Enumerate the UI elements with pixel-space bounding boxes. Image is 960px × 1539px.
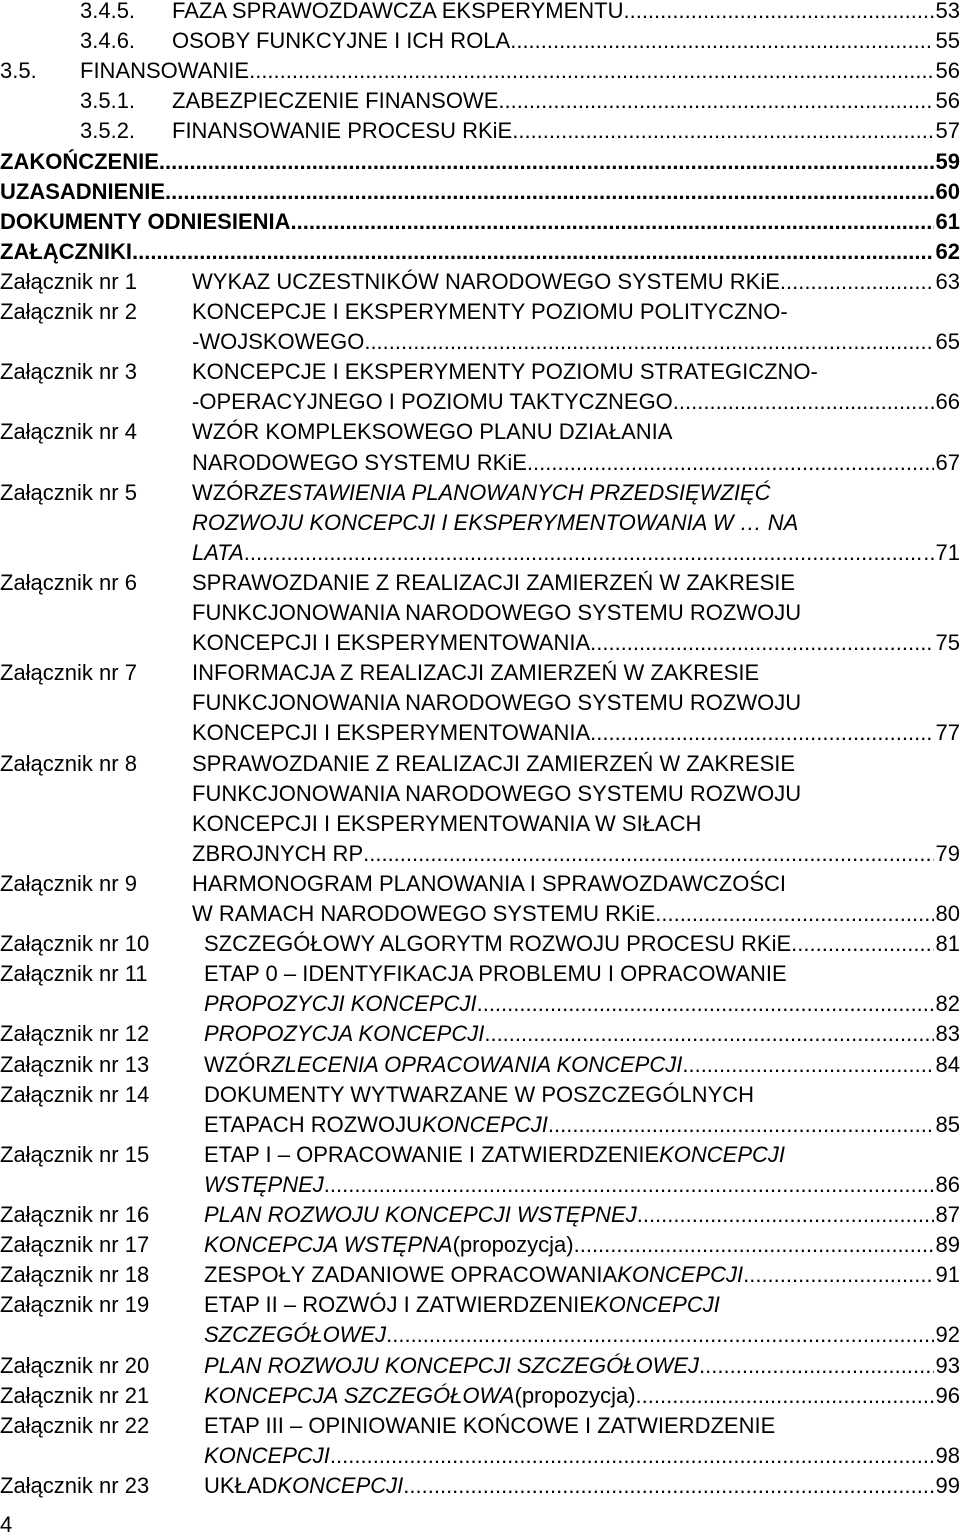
toc-dot-leader	[682, 1050, 933, 1080]
toc-entry-title-text: FUNKCJONOWANIA NARODOWEGO SYSTEMU ROZWOJU	[192, 600, 802, 625]
toc-entry-number: Załącznik nr 22	[0, 1412, 150, 1438]
toc-entry-title	[204, 1050, 960, 1080]
toc-entry-title	[192, 779, 960, 809]
toc-entry-title-text: KONCEPCJI I EKSPERYMENTOWANIA	[192, 720, 591, 746]
toc-entry-title-text: KONCEPCJE I EKSPERYMENTY POZIOMU POLITYCZNO-	[192, 299, 788, 324]
toc-entry-title	[204, 989, 960, 1019]
toc-entry-title-text: PLAN ROZWOJU KONCEPCJI WSTĘPNEJ	[204, 1202, 637, 1227]
toc-entry	[0, 417, 960, 447]
toc-entry-title	[204, 1441, 960, 1471]
toc-entry-title-text: ETAP III – OPINIOWANIE KOŃCOWE I ZATWIERDZENIE	[204, 1412, 776, 1438]
toc-entry	[0, 1110, 960, 1140]
toc-entry	[0, 237, 960, 267]
toc-dot-leader	[512, 116, 933, 146]
toc-dot-leader	[324, 1170, 934, 1200]
toc-entry	[0, 959, 960, 989]
toc-entry-title-text: NARODOWEGO SYSTEMU RKiE	[192, 449, 527, 475]
toc-entry-title	[204, 1110, 960, 1140]
toc-entry	[0, 267, 960, 297]
toc-entry	[0, 899, 960, 929]
toc-entry-title-text: KONCEPCJI I EKSPERYMENTOWANIA	[192, 630, 591, 656]
toc-entry-title-text: KONCEPCJI	[617, 1262, 744, 1288]
toc-entry-title	[192, 688, 960, 718]
toc-entry-title	[204, 1019, 960, 1049]
toc-entry-number: Załącznik nr 11	[0, 961, 148, 987]
toc-dot-leader	[637, 1200, 934, 1230]
toc-entry-title	[192, 628, 960, 658]
toc-dot-leader	[636, 1381, 934, 1411]
toc-entry-title-text: ETAP I – OPRACOWANIE I ZATWIERDZENIE	[204, 1141, 660, 1167]
toc-entry	[0, 508, 960, 538]
toc-entry-number: Załącznik nr 7	[0, 660, 137, 686]
toc-entry-title-text: WSTĘPNEJ	[204, 1171, 324, 1197]
toc-entry-number: Załącznik nr 2	[0, 299, 137, 324]
toc-entry-title-text: DOKUMENTY WYTWARZANE W POSZCZEGÓLNYCH	[204, 1081, 755, 1107]
toc-entry-title	[192, 749, 960, 779]
toc-entry-title	[192, 417, 960, 447]
toc-entry-title-text: LATA	[192, 539, 244, 565]
toc-entry-title	[192, 809, 960, 839]
toc-entry-title-text: ZLECENIA OPRACOWANIA KONCEPCJI	[271, 1051, 683, 1077]
toc-page-number: 65	[935, 329, 960, 355]
toc-dot-leader	[673, 387, 934, 417]
toc-dot-leader	[363, 839, 933, 869]
toc-entry-title-text: DOKUMENTY ODNIESIENIA	[0, 208, 291, 234]
toc-entry-title-text: WZÓR KOMPLEKSOWEGO PLANU DZIAŁANIA	[192, 419, 673, 445]
toc-entry	[0, 1019, 960, 1049]
toc-entry-number: Załącznik nr 17	[0, 1232, 150, 1258]
toc-entry-title-text: ZESTAWIENIA PLANOWANYCH PRZEDSIĘWZIĘĆ	[259, 479, 771, 505]
toc-entry-number: Załącznik nr 21	[0, 1382, 150, 1408]
toc-entry-title-text: SZCZEGÓŁOWY ALGORYTM ROZWOJU PROCESU RKiE	[204, 931, 792, 957]
toc-entry-number: Załącznik nr 14	[0, 1081, 150, 1107]
toc-entry-title-text: ZBROJNYCH RP	[192, 840, 364, 866]
toc-entry-title	[192, 267, 960, 297]
toc-entry	[0, 1320, 960, 1350]
toc-entry-number: Załącznik nr 1	[0, 268, 137, 294]
toc-entry-title	[192, 538, 960, 568]
toc-entry-title-text: KONCEPCJA SZCZEGÓŁOWA	[204, 1382, 515, 1408]
toc-entry-number: Załącznik nr 16	[0, 1202, 150, 1227]
toc-entry-title-text: ROZWOJU KONCEPCJI I EKSPERYMENTOWANIA W … NA	[192, 509, 799, 535]
toc-entry-title	[204, 1381, 960, 1411]
toc-dot-leader	[791, 929, 933, 959]
toc-entry-number: Załącznik nr 8	[0, 750, 137, 776]
toc-entry	[0, 749, 960, 779]
toc-page-number: 83	[935, 1021, 960, 1047]
toc-entry-title	[204, 959, 960, 989]
toc-entry-title	[192, 899, 960, 929]
toc-entry-number: Załącznik nr 19	[0, 1292, 150, 1318]
toc-entry-title	[192, 508, 960, 538]
toc-entry-number: Załącznik nr 3	[0, 359, 137, 385]
toc-entry	[0, 1441, 960, 1471]
toc-entry-title-text: KONCEPCJI	[593, 1292, 720, 1318]
toc-dot-leader	[590, 718, 933, 748]
toc-entry-number: Załącznik nr 6	[0, 569, 137, 595]
toc-entry-title-text: ZESPOŁY ZADANIOWE OPRACOWANIA	[204, 1262, 618, 1288]
toc-dot-leader	[574, 1230, 934, 1260]
toc-dot-leader	[527, 448, 934, 478]
toc-entry-title	[192, 598, 960, 628]
toc-entry-title-text: HARMONOGRAM PLANOWANIA I SPRAWOZDAWCZOŚCI	[192, 870, 787, 896]
toc-entry-title-text: FUNKCJONOWANIA NARODOWEGO SYSTEMU ROZWOJU	[192, 690, 802, 716]
toc-entry-number: 3.4.6.	[80, 28, 136, 54]
toc-entry	[0, 869, 960, 899]
toc-page-number: 67	[935, 449, 960, 475]
toc-entry-title-text: ZAKOŃCZENIE	[0, 148, 159, 174]
toc-dot-leader	[590, 628, 933, 658]
toc-dot-leader	[386, 1320, 933, 1350]
toc-dot-leader	[403, 1471, 933, 1501]
toc-dot-leader	[498, 86, 933, 116]
toc-page-number: 85	[935, 1111, 960, 1137]
toc-entry	[0, 297, 960, 327]
toc-dot-leader	[364, 327, 933, 357]
toc-dot-leader	[743, 1260, 933, 1290]
toc-entry	[0, 1140, 960, 1170]
toc-entry	[0, 327, 960, 357]
toc-entry-number: Załącznik nr 15	[0, 1141, 150, 1167]
toc-page-number: 63	[935, 268, 960, 294]
toc-entry-title	[204, 1260, 960, 1290]
toc-entry-title	[192, 839, 960, 869]
toc-entry-title	[192, 718, 960, 748]
toc-entry-title-text: WYKAZ UCZESTNIKÓW NARODOWEGO SYSTEMU RKiE	[192, 268, 780, 294]
toc-entry-title	[0, 237, 960, 267]
toc-page-number: 99	[935, 1472, 960, 1498]
toc-page-number: 66	[935, 389, 960, 415]
toc-page-number: 61	[935, 208, 960, 234]
toc-entry	[0, 688, 960, 718]
toc-entry	[0, 658, 960, 688]
toc-entry-title-text: ETAPACH ROZWOJU	[204, 1111, 422, 1137]
toc-entry-title	[192, 478, 960, 508]
toc-entry-number: Załącznik nr 9	[0, 870, 137, 896]
page-number: 4	[0, 1512, 13, 1537]
toc-entry	[0, 357, 960, 387]
toc-entry	[0, 809, 960, 839]
toc-page-number: 86	[935, 1171, 960, 1197]
toc-entry-title-text: UKŁAD	[204, 1472, 278, 1498]
toc-entry-title-text: KONCEPCJI	[277, 1472, 404, 1498]
toc-page-number: 89	[935, 1232, 960, 1258]
toc-entry-title	[204, 1290, 960, 1320]
toc-entry-title	[204, 929, 960, 959]
toc-page-number: ..71	[923, 539, 960, 565]
toc-entry-title	[204, 1200, 960, 1230]
toc-entry-title	[192, 297, 960, 327]
toc-entry-title-text: PROPOZYCJA KONCEPCJI	[204, 1021, 485, 1047]
toc-dot-leader	[244, 538, 922, 568]
toc-entry	[0, 929, 960, 959]
toc-page-number: 77	[935, 720, 960, 746]
toc-entry	[0, 1080, 960, 1110]
toc-dot-leader	[510, 26, 933, 56]
toc-page-number: 82	[935, 991, 960, 1017]
toc-entry-title	[192, 387, 960, 417]
toc-page-number: 60	[935, 178, 960, 204]
toc-entry-title	[0, 177, 960, 207]
toc-entry-number: Załącznik nr 13	[0, 1051, 150, 1077]
toc-entry-title	[172, 0, 960, 26]
toc-entry-title	[0, 207, 960, 237]
toc-entry	[0, 1050, 960, 1080]
toc-entry	[0, 177, 960, 207]
toc-dot-leader	[484, 1019, 933, 1049]
toc-entry-title-text: ZABEZPIECZENIE FINANSOWE	[172, 88, 499, 114]
toc-entry	[0, 839, 960, 869]
toc-entry	[0, 26, 960, 56]
toc-page-number: 80	[935, 901, 960, 926]
toc-entry-title-text: KONCEPCJI	[204, 1442, 330, 1468]
toc-entry-title	[192, 327, 960, 357]
toc-entry-title-text: SZCZEGÓŁOWEJ	[204, 1322, 387, 1348]
toc-entry-title-text: FAZA SPRAWOZDAWCZA EKSPERYMENTU	[172, 0, 624, 23]
toc-entry	[0, 1411, 960, 1441]
toc-entry-title	[172, 86, 960, 116]
toc-entry-number: Załącznik nr 20	[0, 1352, 150, 1378]
toc-page-number: 62	[935, 238, 960, 264]
toc-entry-title	[0, 147, 960, 177]
toc-entry-title	[204, 1230, 960, 1260]
toc-dot-leader	[477, 989, 934, 1019]
toc-entry-number: Załącznik nr 12	[0, 1021, 150, 1047]
toc-entry-title-text: KONCEPCJI	[421, 1111, 548, 1137]
toc-entry-title-text: -WOJSKOWEGO	[192, 329, 365, 355]
toc-entry-number: 3.5.1.	[80, 88, 136, 114]
toc-entry-title	[204, 1080, 960, 1110]
toc-entry-title-text: FINANSOWANIE PROCESU RKiE	[172, 118, 513, 144]
toc-entry	[0, 779, 960, 809]
toc-entry-title	[172, 116, 960, 146]
toc-entry-title	[204, 1351, 960, 1381]
toc-dot-leader	[330, 1441, 934, 1471]
toc-entry-title-text: FINANSOWANIE	[80, 58, 250, 84]
toc-entry-title	[204, 1140, 960, 1170]
toc-entry-title-text: WZÓR	[204, 1051, 272, 1077]
toc-entry-title-text: KONCEPCJI I EKSPERYMENTOWANIA W SIŁACH	[192, 810, 702, 836]
toc-dot-leader	[548, 1110, 934, 1140]
toc-entry-title	[192, 357, 960, 387]
toc-entry	[0, 598, 960, 628]
toc-entry	[0, 1381, 960, 1411]
toc-entry-title-text: ETAP 0 – IDENTYFIKACJA PROBLEMU I OPRACOWANIE	[204, 961, 787, 987]
toc-page-number: 59	[935, 148, 960, 174]
toc-entry	[0, 568, 960, 598]
toc-entry	[0, 147, 960, 177]
toc-entry-title-text: SPRAWOZDANIE Z REALIZACJI ZAMIERZEŃ W ZAKRESIE	[192, 750, 796, 776]
toc-page-number: 79	[935, 840, 960, 866]
toc-dot-leader	[623, 0, 933, 26]
toc-entry	[0, 628, 960, 658]
toc-entry	[0, 989, 960, 1019]
toc-page-number: 91	[935, 1262, 960, 1288]
toc-dot-leader	[159, 147, 934, 177]
toc-entry-number: 3.5.2.	[80, 118, 136, 144]
toc-page-number: 57	[935, 118, 960, 144]
toc-entry-number: Załącznik nr 10	[0, 931, 150, 957]
toc-entry	[0, 1230, 960, 1260]
toc-entry-title	[192, 448, 960, 478]
toc-entry	[0, 0, 960, 26]
toc-entry-title-text: W RAMACH NARODOWEGO SYSTEMU RKiE	[192, 901, 656, 926]
toc-entry-title	[172, 26, 960, 56]
toc-dot-leader	[165, 177, 934, 207]
toc-entry	[0, 1170, 960, 1200]
toc-dot-leader	[699, 1351, 933, 1381]
toc-page-number: 84	[935, 1051, 960, 1077]
toc-entry-title-text: SPRAWOZDANIE Z REALIZACJI ZAMIERZEŃ W ZAKRESIE	[192, 569, 796, 595]
toc-entry	[0, 387, 960, 417]
toc-page-number: 53	[935, 0, 960, 23]
toc-entry-title-text: KONCEPCJA WSTĘPNA	[204, 1232, 453, 1258]
toc-entry	[0, 56, 960, 86]
toc-dot-leader	[655, 899, 933, 929]
toc-entry	[0, 538, 960, 568]
toc-entry-title-text: ZAŁĄCZNIKI	[0, 238, 132, 264]
toc-entry	[0, 718, 960, 748]
toc-entry-title	[204, 1320, 960, 1350]
toc-entry	[0, 207, 960, 237]
toc-entry	[0, 478, 960, 508]
toc-entry	[0, 1260, 960, 1290]
toc-page-number: 75	[935, 630, 960, 656]
toc-entry-title	[192, 568, 960, 598]
toc-dot-leader	[780, 267, 934, 297]
toc-entry-title-text: UZASADNIENIE	[0, 178, 166, 204]
toc-entry-title-text: INFORMACJA Z REALIZACJI ZAMIERZEŃ W ZAKRESIE	[192, 660, 760, 686]
toc-entry-title-text: KONCEPCJI	[659, 1141, 786, 1167]
toc-page-number: 56	[935, 58, 960, 84]
toc-page-number: 96	[935, 1382, 960, 1408]
toc-entry-title	[192, 869, 960, 899]
toc-entry-title-text: PROPOZYCJI KONCEPCJI	[204, 991, 477, 1017]
toc-entry-title-text: KONCEPCJE I EKSPERYMENTY POZIOMU STRATEGICZNO-	[192, 359, 818, 385]
toc-entry-title	[204, 1471, 960, 1501]
toc-entry-title-text: WZÓR	[192, 479, 260, 505]
toc-entry-number: Załącznik nr 5	[0, 479, 137, 505]
toc-dot-leader	[291, 207, 934, 237]
toc-entry-title-text: (propozycja)	[514, 1382, 636, 1408]
toc-entry-title	[192, 658, 960, 688]
toc-entry-title-text: ETAP II – ROZWÓJ I ZATWIERDZENIE	[204, 1292, 594, 1318]
toc-page-number: 81	[935, 931, 960, 957]
toc-entry-title	[80, 56, 960, 86]
toc-entry	[0, 448, 960, 478]
toc-dot-leader	[249, 56, 933, 86]
toc-entry-title	[204, 1170, 960, 1200]
toc-page-number: 93	[935, 1352, 960, 1378]
toc-entry-number: Załącznik nr 4	[0, 419, 137, 445]
toc-entry	[0, 86, 960, 116]
toc-entry-title-text: FUNKCJONOWANIA NARODOWEGO SYSTEMU ROZWOJU	[192, 780, 802, 806]
toc-page-number: 55	[935, 28, 960, 54]
toc-entry-number: Załącznik nr 23	[0, 1472, 150, 1498]
toc-entry	[0, 1200, 960, 1230]
toc-entry	[0, 116, 960, 146]
toc-page-number: 98	[935, 1442, 960, 1468]
toc-page-number: 56	[935, 88, 960, 114]
toc-entry-number: Załącznik nr 18	[0, 1262, 150, 1288]
toc-page-number: 87	[935, 1202, 960, 1227]
toc-entry	[0, 1290, 960, 1320]
toc-entry	[0, 1351, 960, 1381]
toc-entry-title-text: (propozycja)	[452, 1232, 574, 1258]
toc-entry-title	[204, 1411, 960, 1441]
toc-entry-title-text: OSOBY FUNKCYJNE I ICH ROLA	[172, 28, 511, 54]
toc-entry-number: 3.4.5.	[80, 0, 136, 23]
toc-dot-leader	[132, 237, 934, 267]
toc-page-number: 92	[935, 1322, 960, 1348]
toc-entry-title-text: -OPERACYJNEGO I POZIOMU TAKTYCZNEGO	[192, 389, 673, 415]
toc-entry-title-text: PLAN ROZWOJU KONCEPCJI SZCZEGÓŁOWEJ	[204, 1352, 700, 1378]
toc-entry-number: 3.5.	[0, 58, 37, 84]
toc-entry	[0, 1471, 960, 1501]
